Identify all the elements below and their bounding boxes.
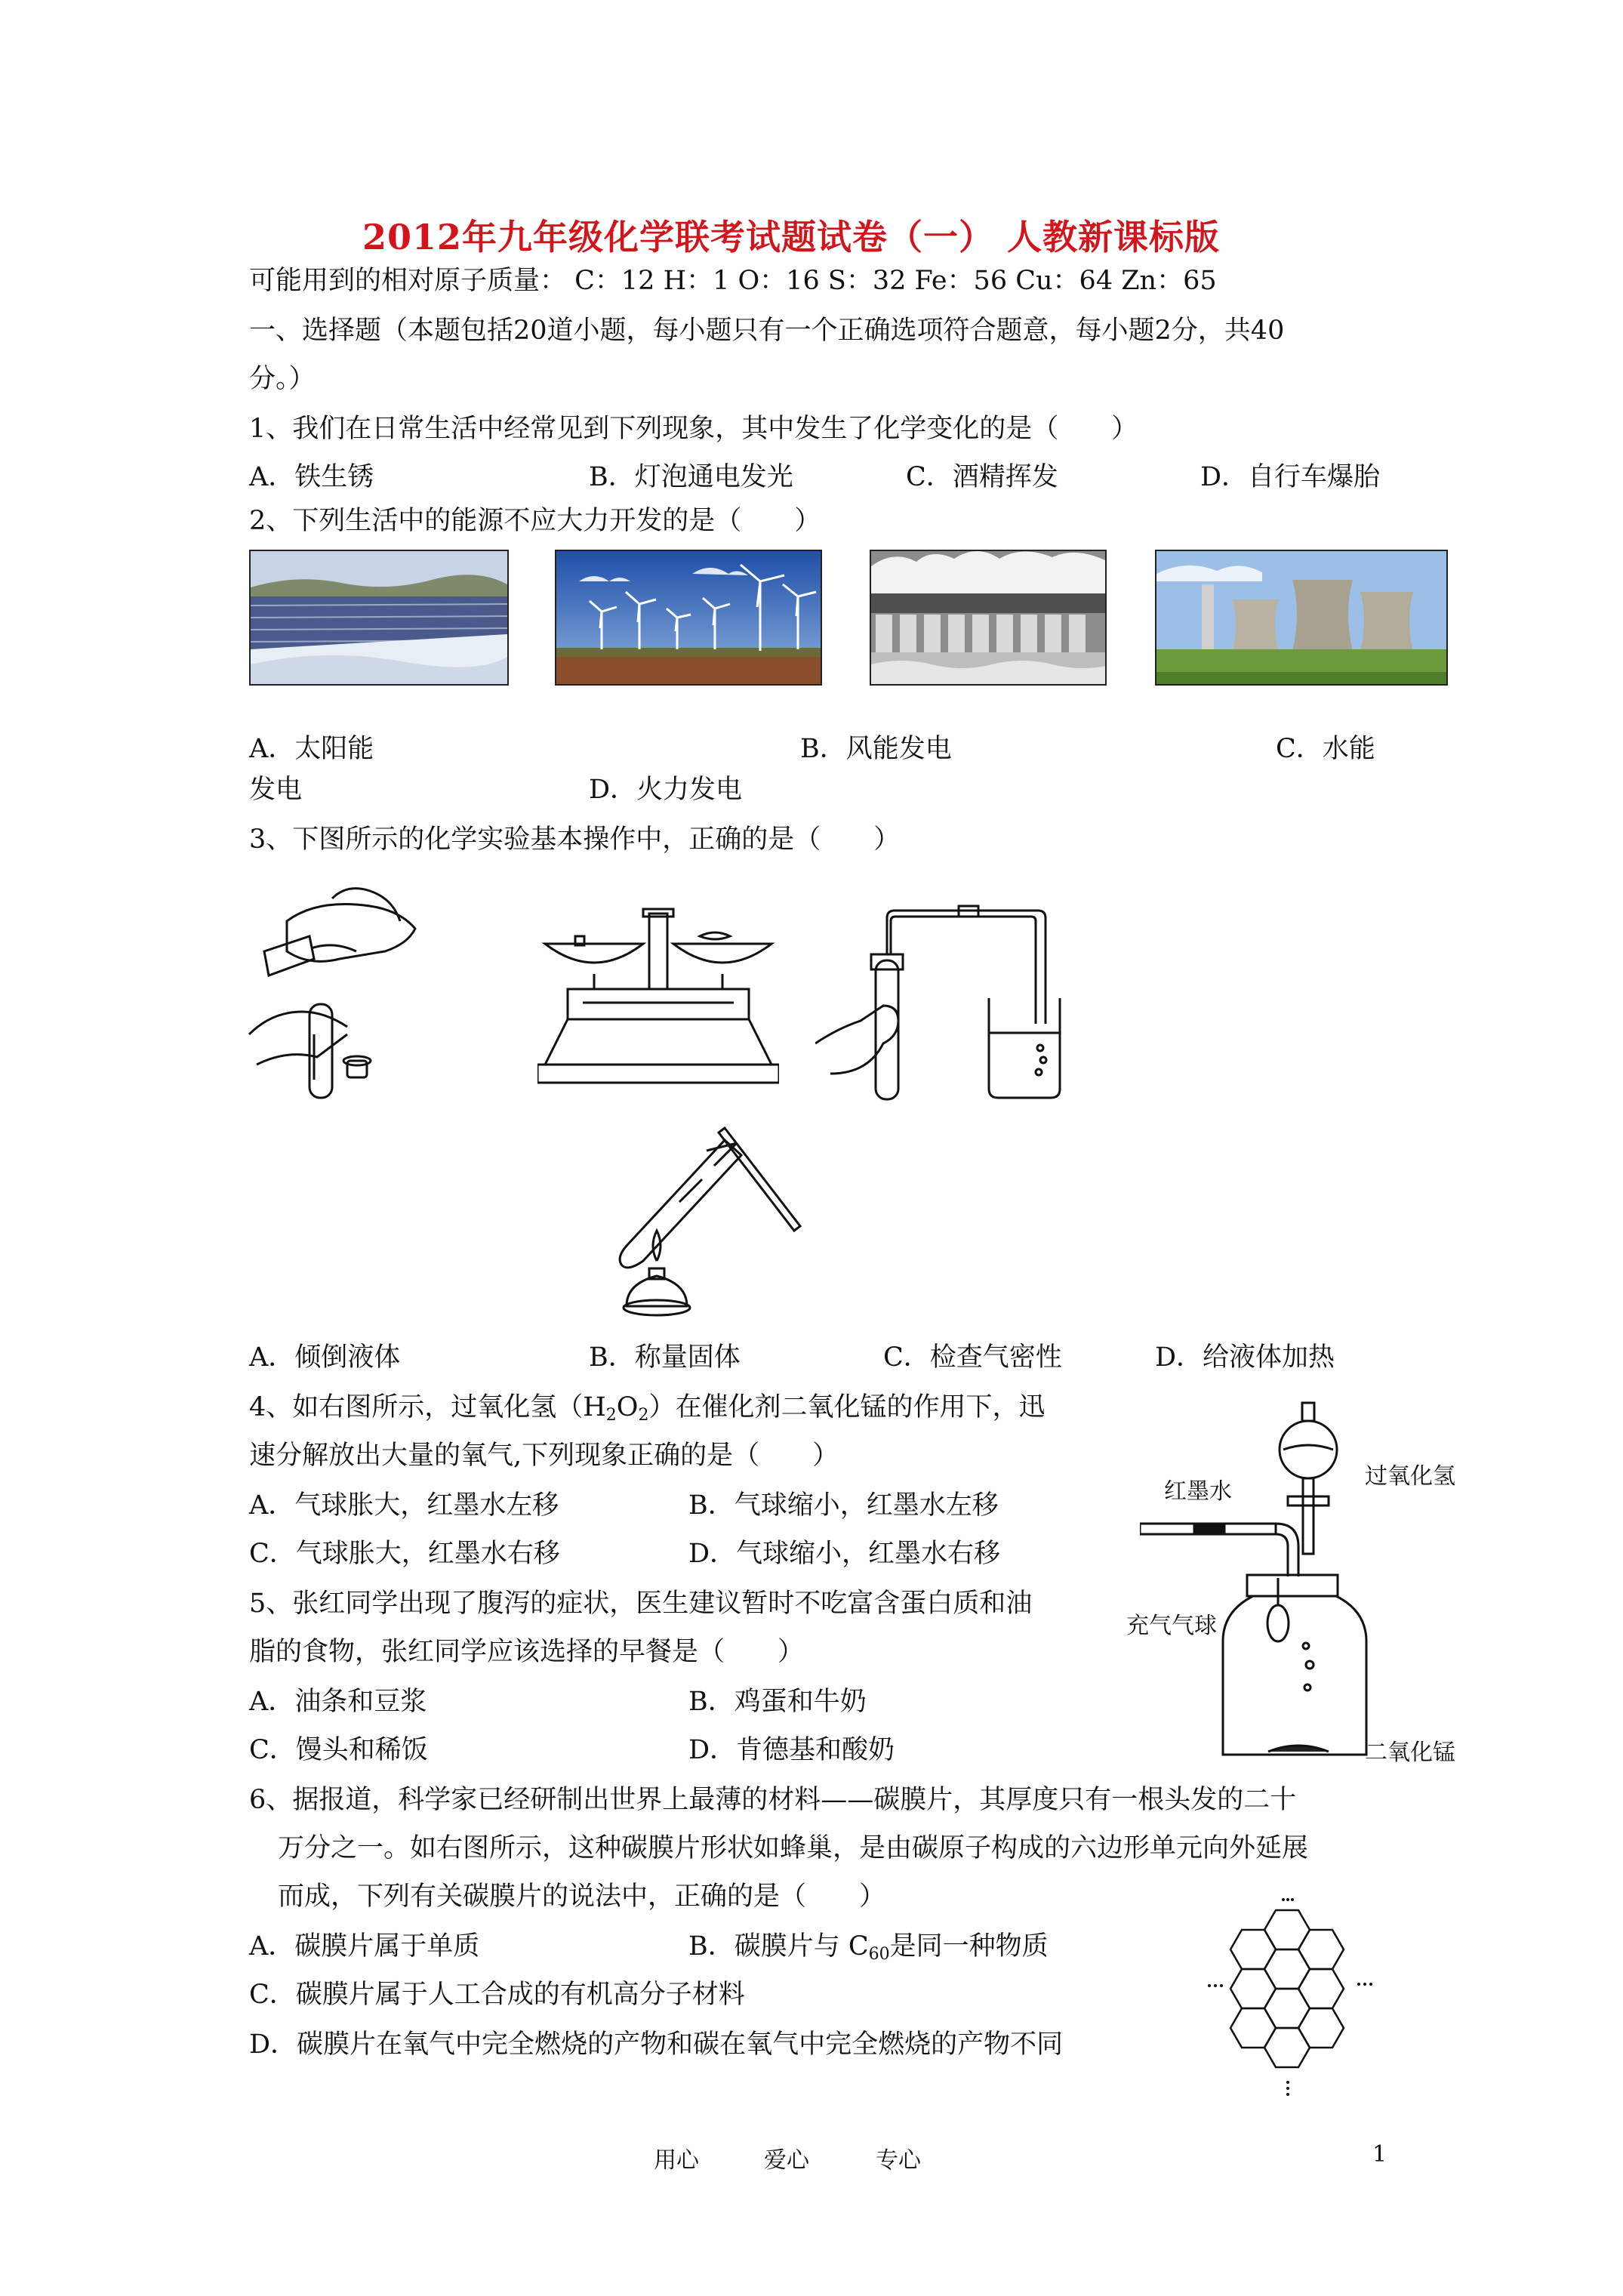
footer-item: 用心	[654, 2147, 699, 2174]
q1-option-c: C．酒精挥发	[906, 462, 1058, 492]
q6-option-a: A．碳膜片属于单质	[249, 1931, 480, 1962]
q5-option-b: B．鸡蛋和牛奶	[688, 1687, 867, 1717]
q6-stem-cont2: 而成，下列有关碳膜片的说法中，正确的是（ ）	[278, 1881, 886, 1912]
q4-option-b: B．气球缩小，红墨水左移	[688, 1490, 999, 1521]
page-title: 2012年九年级化学联考试题试卷（一） 人教新课标版	[362, 217, 1221, 257]
thermal-plant-photo	[1155, 550, 1448, 686]
heating-liquid-figure	[596, 1117, 815, 1329]
peroxide-label: 过氧化氢	[1365, 1463, 1455, 1490]
q4-stem: 4、如右图所示，过氧化氢$(H_2O_2)$在催化剂二氧化锰的作用下，迅	[249, 1392, 1046, 1425]
q5-stem-cont: 脂的食物，张红同学应该选择的早餐是（ ）	[249, 1637, 805, 1667]
airtightness-check-figure	[815, 900, 1064, 1104]
q6-option-c: C．碳膜片属于人工合成的有机高分子材料	[249, 1980, 745, 2010]
q3-option-b: B．称量固体	[589, 1342, 741, 1373]
balloon-label: 充气气球	[1126, 1613, 1217, 1639]
q4-option-c: C．气球胀大，红墨水右移	[249, 1539, 560, 1569]
q4-stem-cont: 速分解放出大量的氧气,下列现象正确的是（ ）	[249, 1441, 839, 1471]
q3-option-a: A．倾倒液体	[249, 1342, 401, 1373]
q2-option-b: B．风能发电	[800, 734, 952, 764]
q2-option-d: D．火力发电	[589, 775, 743, 805]
atomic-masses: 可能用到的相对原子质量： C：12 H：1 O：16 S：32 Fe：56 Cu：64 Zn：65	[249, 266, 1217, 296]
q6-option-d: D．碳膜片在氧气中完全燃烧的产物和碳在氧气中完全燃烧的产物不同	[249, 2029, 1064, 2060]
q3-option-d: D．给液体加热	[1155, 1342, 1335, 1373]
q4-option-d: D．气球缩小，红墨水右移	[688, 1539, 1001, 1569]
q6-stem: 6、据报道，科学家已经研制出世界上最薄的材料——碳膜片，其厚度只有一根头发的二十	[249, 1785, 1297, 1815]
q5-option-c: C．馒头和稀饭	[249, 1735, 428, 1765]
solar-panel-photo	[249, 550, 509, 686]
hydro-dam-photo	[870, 550, 1107, 686]
q6-option-b: B．碳膜片与 $C_{60}$是同一种物质	[688, 1931, 1049, 1964]
page-number: 1	[1372, 2141, 1387, 2168]
q2-option-a: A．太阳能	[249, 734, 374, 764]
q1-option-b: B．灯泡通电发光	[589, 462, 793, 492]
q2-stem: 2、下列生活中的能源不应大力开发的是（ ）	[249, 506, 821, 536]
peroxide-apparatus-figure	[1140, 1397, 1457, 1767]
q1-option-a: A．铁生锈	[249, 462, 374, 492]
q5-stem: 5、张红同学出现了腹泻的症状，医生建议暂时不吃富含蛋白质和油	[249, 1589, 1033, 1619]
pouring-liquid-figure	[242, 876, 445, 1102]
footer-item: 专心	[876, 2147, 921, 2174]
footer-item: 爱心	[764, 2147, 809, 2174]
q2-option-c: C．水能	[1276, 734, 1375, 764]
section-heading: 一、选择题（本题包括20道小题，每小题只有一个正确选项符合题意，每小题2分，共40	[249, 316, 1285, 346]
q1-stem: 1、我们在日常生活中经常见到下列现象，其中发生了化学变化的是（ ）	[249, 414, 1138, 444]
q4-option-a: A．气球胀大，红墨水左移	[249, 1490, 559, 1521]
q6-stem-cont: 万分之一。如右图所示，这种碳膜片形状如蜂巢，是由碳原子构成的六边形单元向外延展	[278, 1833, 1309, 1863]
q2-option-c-cont: 发电	[249, 775, 303, 805]
honeycomb-figure	[1193, 1895, 1412, 2106]
wind-turbine-photo	[555, 550, 822, 686]
q1-option-d: D．自行车爆胎	[1200, 462, 1381, 492]
q3-stem: 3、下图所示的化学实验基本操作中，正确的是（ ）	[249, 824, 901, 855]
q5-option-a: A．油条和豆浆	[249, 1687, 427, 1717]
section-heading-cont: 分。）	[249, 364, 316, 394]
red-ink-label: 红墨水	[1164, 1478, 1232, 1505]
mno2-label: 二氧化锰	[1365, 1740, 1455, 1766]
balance-figure	[537, 906, 779, 1087]
q5-option-d: D．肯德基和酸奶	[688, 1735, 895, 1765]
q3-option-c: C．检查气密性	[883, 1342, 1062, 1373]
